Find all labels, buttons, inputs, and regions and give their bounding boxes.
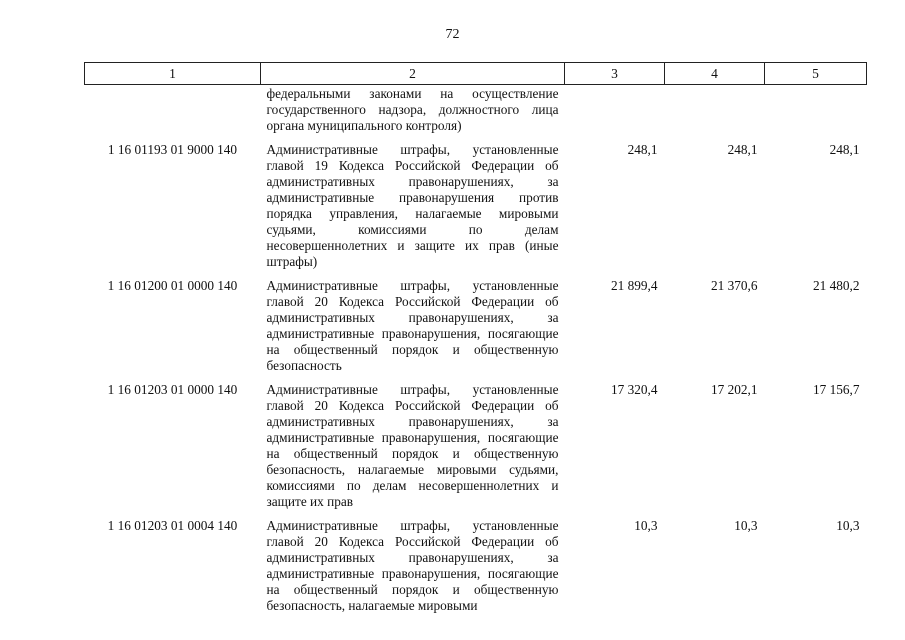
row-description: федеральными законами на осуществление государственного надзора, должностного лица органа муниципального контроля): [266, 86, 559, 133]
row-value-col5: 10,3: [836, 518, 860, 533]
table-header: [85, 63, 867, 85]
row-code: 1 16 01203 01 0004 140: [107, 518, 238, 533]
row-value-col3: 21 899,4: [610, 278, 658, 293]
row-value-col5: [765, 85, 867, 140]
row-description: Административные штрафы, установленные главой 19 Кодекса Российской Федерации об административных правонарушениях, за административные правонарушения против порядка управления, налагаемые мировыми судьями, комиссиями по делам несовершеннолетних и защите их прав (иные штрафы): [266, 142, 559, 269]
row-description: Административные штрафы, установленные главой 20 Кодекса Российской Федерации об административных правонарушениях, за административные правонарушения, посягающие на общественный порядок и общественную безопасность, налагаемые мировыми: [266, 518, 559, 613]
column-header-2: 2: [261, 63, 565, 85]
column-header-3: 3: [565, 63, 665, 85]
column-header-1: 1: [85, 63, 261, 85]
row-value-col4: 10,3: [734, 518, 758, 533]
row-value-col3: 248,1: [627, 142, 658, 157]
row-value-col4: 17 202,1: [710, 382, 758, 397]
row-value-col4: 21 370,6: [710, 278, 758, 293]
row-value-col3: 17 320,4: [610, 382, 658, 397]
row-code: 1 16 01193 01 9000 140: [107, 142, 238, 157]
row-value-col5: 17 156,7: [812, 382, 860, 397]
row-value-col3: 10,3: [634, 518, 658, 533]
table-row: [85, 379, 867, 515]
header-row: [85, 63, 867, 85]
row-value-col4: 248,1: [727, 142, 758, 157]
column-header-4: 4: [665, 63, 765, 85]
row-code: [85, 85, 261, 140]
row-code: 1 16 01200 01 0000 140: [107, 278, 238, 293]
row-value-col4: [665, 85, 765, 140]
page-number: 72: [445, 27, 460, 42]
row-code: 1 16 01203 01 0000 140: [107, 382, 238, 397]
row-value-col5: 248,1: [829, 142, 860, 157]
table-row: [85, 139, 867, 275]
table-body: [85, 85, 867, 620]
column-header-5: 5: [765, 63, 867, 85]
row-description: Административные штрафы, установленные главой 20 Кодекса Российской Федерации об административных правонарушениях, за административные правонарушения, посягающие на общественный порядок и общественную безопасность: [266, 278, 559, 373]
table-row: [85, 85, 867, 140]
row-value-col5: 21 480,2: [812, 278, 860, 293]
table-row: [85, 275, 867, 379]
row-description: Административные штрафы, установленные главой 20 Кодекса Российской Федерации об административных правонарушениях, за административные правонарушения, посягающие на общественный порядок и общественную безопасность, налагаемые мировыми судьями, комиссиями по делам несовершеннолетних и защите их прав: [266, 382, 559, 509]
budget-table: [84, 62, 867, 619]
table-row: [85, 515, 867, 619]
row-value-col3: [565, 85, 665, 140]
